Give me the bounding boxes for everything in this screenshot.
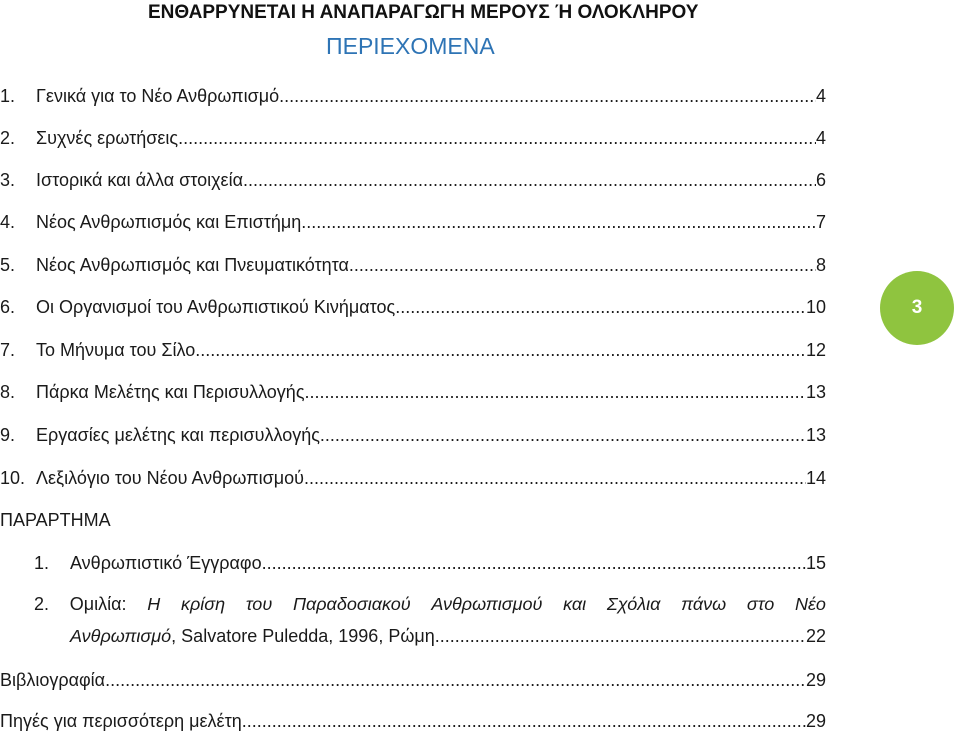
toc-entry-6[interactable] xyxy=(0,295,826,319)
toc-entry-page: 6 xyxy=(815,170,826,190)
appendix-entry-page: 22 xyxy=(805,626,826,646)
appendix-word: κρίση xyxy=(180,594,226,614)
toc-entry-number: 9. xyxy=(0,425,16,445)
appendix-word: Ομιλία: xyxy=(69,594,127,614)
dot-leader xyxy=(304,466,806,490)
toc-entry-number: 10. xyxy=(0,468,26,488)
appendix-word: του xyxy=(245,594,273,614)
appendix-word: Παραδοσιακού xyxy=(292,594,411,614)
toc-entry-page: 8 xyxy=(815,255,826,275)
further-reading-page: 29 xyxy=(805,711,826,731)
toc-entry-page: 14 xyxy=(805,468,826,488)
toc-entry-page: 13 xyxy=(805,425,826,445)
toc-entry-title: Συχνές ερωτήσεις xyxy=(36,128,179,148)
further-reading-entry[interactable] xyxy=(0,709,826,733)
toc-entry-number: 8. xyxy=(0,382,16,402)
toc-entry-title: Νέος Ανθρωπισμός και Επιστήμη xyxy=(36,212,302,232)
toc-entry-title: Εργασίες μελέτης και περισυλλογής xyxy=(36,425,320,445)
appendix-entry-title-rest: , Salvatore Puledda, 1996, Ρώμη xyxy=(171,626,435,646)
toc-entry-title: Το Μήνυμα του Σίλο xyxy=(36,340,196,360)
appendix-entry-1[interactable] xyxy=(34,551,826,575)
toc-entry-title: Λεξιλόγιο του Νέου Ανθρωπισμού xyxy=(36,468,304,488)
reproduction-notice: ΕΝΘΑΡΡΥΝΕΤΑΙ Η ΑΝΑΠΑΡΑΓΩΓΗ ΜΕΡΟΥΣ Ή ΟΛΟΚΛΗΡΟΥ xyxy=(148,2,699,23)
appendix-word: Νέο xyxy=(794,594,826,614)
bibliography-title: Βιβλιογραφία xyxy=(0,670,106,690)
bibliography-page: 29 xyxy=(805,670,826,690)
toc-entry-title: Πάρκα Μελέτης και Περισυλλογής xyxy=(36,382,305,402)
toc-entry-1[interactable] xyxy=(0,84,826,108)
dot-leader xyxy=(242,709,806,733)
bibliography-entry[interactable] xyxy=(0,668,826,692)
appendix-entry-number: 2. xyxy=(34,594,50,614)
toc-entry-number: 3. xyxy=(0,170,16,190)
appendix-word: πάνω xyxy=(681,594,727,614)
dot-leader xyxy=(243,168,816,192)
toc-entry-page: 13 xyxy=(805,382,826,402)
appendix-word: Ανθρωπισμού xyxy=(431,594,543,614)
toc-entry-10[interactable] xyxy=(0,466,826,490)
toc-entry-page: 10 xyxy=(805,297,826,317)
toc-entry-page: 4 xyxy=(815,86,826,106)
toc-entry-number: 4. xyxy=(0,212,16,232)
toc-entry-8[interactable] xyxy=(0,380,826,404)
toc-entry-number: 7. xyxy=(0,340,16,360)
dot-leader xyxy=(279,84,816,108)
dot-leader xyxy=(349,253,816,277)
toc-entry-9[interactable] xyxy=(0,423,826,447)
toc-entry-5[interactable] xyxy=(0,253,826,277)
dot-leader xyxy=(301,210,816,234)
appendix-word: στο xyxy=(746,594,775,614)
appendix-entry-2-line-2[interactable] xyxy=(70,624,826,648)
toc-entry-4[interactable] xyxy=(0,210,826,234)
further-reading-title: Πηγές για περισσότερη μελέτη xyxy=(0,711,242,731)
toc-title: ΠΕΡΙΕΧΟΜΕΝΑ xyxy=(326,33,495,59)
dot-leader xyxy=(305,380,806,404)
page-number-badge: 3 xyxy=(880,271,954,345)
toc-entry-number: 1. xyxy=(0,86,16,106)
toc-entry-title: Οι Οργανισμοί του Ανθρωπιστικού Κινήματος xyxy=(36,297,396,317)
appendix-word: και xyxy=(563,594,587,614)
appendix-entry-title-italic: Ανθρωπισμό xyxy=(70,626,172,646)
dot-leader xyxy=(262,551,806,575)
toc-entry-page: 7 xyxy=(815,212,826,232)
dot-leader xyxy=(435,624,806,648)
toc-entry-number: 6. xyxy=(0,297,16,317)
toc-entry-2[interactable] xyxy=(0,126,826,150)
appendix-entry-number: 1. xyxy=(34,553,50,573)
toc-entry-title: Γενικά για το Νέο Ανθρωπισμό xyxy=(36,86,280,106)
dot-leader xyxy=(320,423,806,447)
toc-entry-3[interactable] xyxy=(0,168,826,192)
toc-entry-number: 2. xyxy=(0,128,16,148)
dot-leader xyxy=(195,338,806,362)
appendix-word: Σχόλια xyxy=(606,594,661,614)
dot-leader xyxy=(105,668,806,692)
appendix-word: Η xyxy=(147,594,161,614)
appendix-entry-title: Ανθρωπιστικό Έγγραφο xyxy=(70,553,262,573)
dot-leader xyxy=(178,126,816,150)
appendix-entry-2-line-1[interactable] xyxy=(34,592,826,616)
appendix-title: ΠΑΡΑΡΤΗΜΑ xyxy=(0,510,111,530)
toc-entry-title: Ιστορικά και άλλα στοιχεία xyxy=(36,170,243,190)
dot-leader xyxy=(395,295,806,319)
toc-entry-title: Νέος Ανθρωπισμός και Πνευματικότητα xyxy=(36,255,349,275)
appendix-entry-page: 15 xyxy=(805,553,826,573)
toc-entry-7[interactable] xyxy=(0,338,826,362)
toc-entry-number: 5. xyxy=(0,255,16,275)
toc-entry-page: 12 xyxy=(805,340,826,360)
toc-entry-page: 4 xyxy=(815,128,826,148)
